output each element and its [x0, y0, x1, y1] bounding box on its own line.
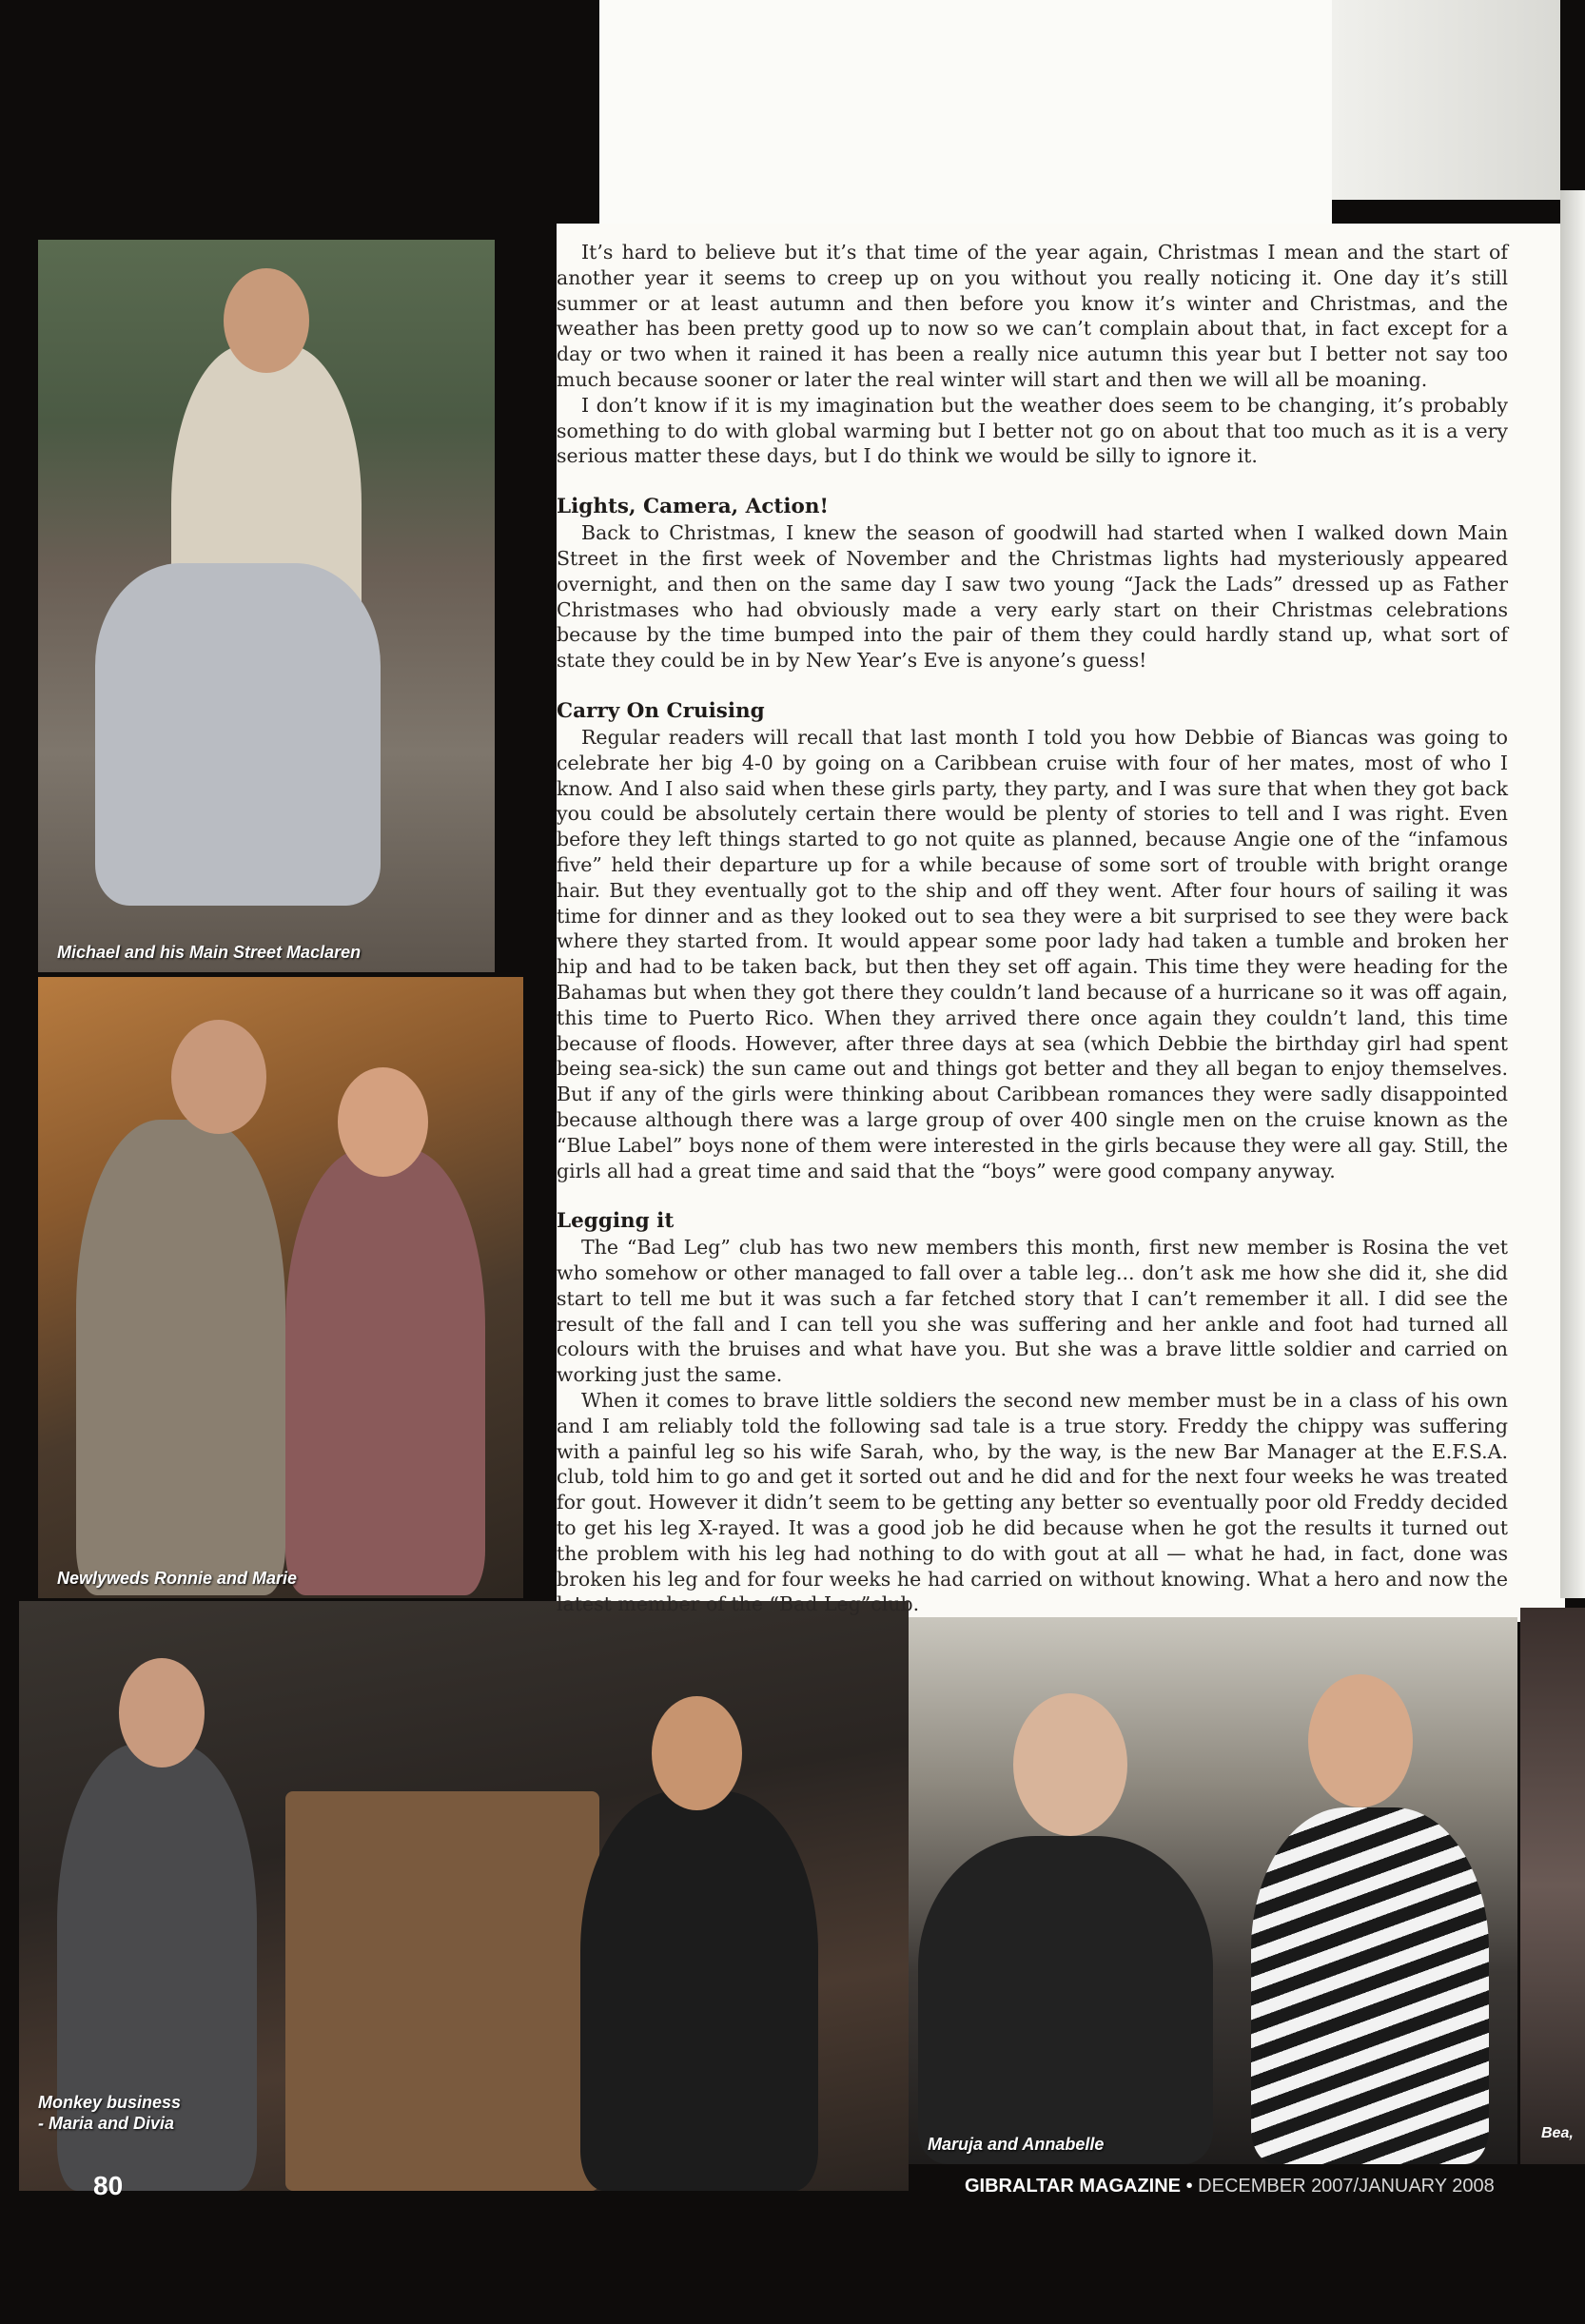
caption-monkey: [19, 2092, 200, 2134]
photo-monkey-business: [19, 1601, 909, 2191]
photo-michael-scooter: [38, 240, 495, 972]
caption-ronnie: Newlyweds Ronnie and Marie: [57, 1569, 298, 1588]
magazine-name: GIBRALTAR MAGAZINE: [965, 2176, 1182, 2197]
section-heading: Legging it: [557, 1209, 675, 1234]
person-head: [338, 1067, 428, 1177]
article-paragraph: It’s hard to believe but it’s that time of the year again, Christmas I mean and the start of another year it seems to creep up on you without you really noticing it. One day it’s still summer or at least autumn and then before you know it’s winter and Christmas, and the weather has been pretty good up to now so we can’t complain about that, in fact except for a day or two when it rained it has been a really nice autumn this year but I better not say too much because sooner or later the real winter will start and then we will all be moaning.: [557, 241, 1508, 391]
photo-bea-partial: [1520, 1608, 1585, 2164]
article-paragraph: When it comes to brave little soldiers the second new member must be in a class of his own and I am reliably told the following sad tale is a true story. Freddy the chippy was suffering with a painful leg so his wife Sarah, who, by the way, is the new Bar Manager at the E.F.S.A. club, told him to go and get it sorted out and he did and for the next four weeks he was treated for gout. However it didn’t seem to be getting any better so eventually poor old Freddy decided to get his leg X-rayed. It was a good job he did because when he got the results it turned out the problem with his leg had nothing to do with gout at all — what he had, in fact, done was broken his leg and for four weeks he had carried on without knowing. What a hero and now the latest member of the “Bad Leg”club.: [557, 1389, 1508, 1616]
article-paragraph: Regular readers will recall that last month I told you how Debbie of Biancas was going to celebrate her big 4-0 by going on a Caribbean cruise with four of her mates, most of who I know. And I also said when these girls party, they party, and I was sure that when they got back you could be absolutely certain there would be plenty of stories to tell and I was right. Even before they left things started to go not quite as planned, because Angie one of the “infamous five” held their departure up for a while because of some sort of trouble with bright orange hair. But they eventually got to the ship and off they went. After four hours of sailing it was time for dinner and as they looked out to sea they were a bit surprised to see they were back where they started from. It would appear some poor lady had taken a tumble and broken her hip and had to be taken back, but then they set off again. This time they were heading for the Bahamas but when they got there they couldn’t land because of a hurricane so it was off again, this time to Puerto Rico. When they arrived there once again they couldn’t land, this time because of floods. However, after three days at sea (which Debbie the birthday girl had spent being sea-sick) the sun came out and things got better and they all began to enjoy themselves. But if any of the girls were thinking about Caribbean romances they were sadly disappointed because although there was a large group of over 400 single men on the cruise known as the “Blue Label” boys none of them were interested in the girls because they were all gay. Still, the girls all had a great time and said that the “boys” were good company anyway.: [557, 725, 1508, 1182]
caption-monkey-line1: Monkey business: [38, 2093, 182, 2112]
section-heading: Carry On Cruising: [557, 698, 765, 723]
toy-stall: [285, 1791, 599, 2191]
section-heading: Lights, Camera, Action!: [557, 495, 829, 519]
footer-separator: •: [1185, 2176, 1193, 2197]
issue-date: DECEMBER 2007/JANUARY 2008: [1198, 2176, 1495, 2197]
person-head: [1308, 1674, 1413, 1807]
caption-bea: Bea,: [1541, 2125, 1574, 2141]
caption-monkey-line2: - Maria and Divia: [38, 2114, 175, 2133]
person-head: [119, 1658, 205, 1767]
person-head: [652, 1696, 742, 1810]
person-figure: [1251, 1807, 1489, 2164]
person-figure: [285, 1148, 485, 1595]
photo-ronnie-marie: [38, 977, 523, 1598]
person-figure: [76, 1120, 285, 1595]
person-head: [1013, 1693, 1127, 1836]
page-number: 80: [93, 2171, 124, 2200]
page-edge: [1560, 190, 1585, 1598]
article-paragraph: I don’t know if it is my imagination but the weather does seem to be changing, it’s probably something to do with global warming but I better not go on about that too much as it is a very serious matter these days, but I do think we would be silly to ignore it.: [557, 393, 1508, 468]
article-paragraph: Back to Christmas, I knew the season of goodwill had started when I walked down Main Street in the first week of November and the Christmas lights had mysteriously appeared overnight, and then on the same day I saw two young “Jack the Lads” dressed up as Father Christmases who had obviously made a very early start on their Christmas celebrations because by the time bumped into the pair of them they could hardly stand up, what sort of state they could be in by New Year’s Eve is anyone’s guess!: [557, 521, 1508, 673]
caption-maruja: Maruja and Annabelle: [928, 2135, 1105, 2154]
person-head: [224, 268, 309, 373]
caption-michael: Michael and his Main Street Maclaren: [57, 943, 362, 962]
article-body: [557, 240, 1508, 1617]
scooter-shape: [95, 563, 381, 906]
magazine-footer: [965, 2176, 1495, 2197]
person-figure: [918, 1836, 1213, 2164]
page-top-shadow: [1332, 0, 1560, 200]
article-paragraph: The “Bad Leg” club has two new members this month, first new member is Rosina the vet who somehow or other managed to fall over a table leg... don’t ask me how she did it, she did start to tell me but it was such a far fetched story that I can’t remember it all. I did see the result of the fall and I can tell you she was suffering and her ankle and foot had turned all colours with the bruises and what have you. But she was a brave little soldier and carried on working just the same.: [557, 1236, 1508, 1387]
photo-maruja-annabelle: [909, 1617, 1517, 2164]
person-head: [171, 1020, 266, 1134]
person-figure: [580, 1791, 818, 2191]
page-top-margin: [599, 0, 1332, 228]
